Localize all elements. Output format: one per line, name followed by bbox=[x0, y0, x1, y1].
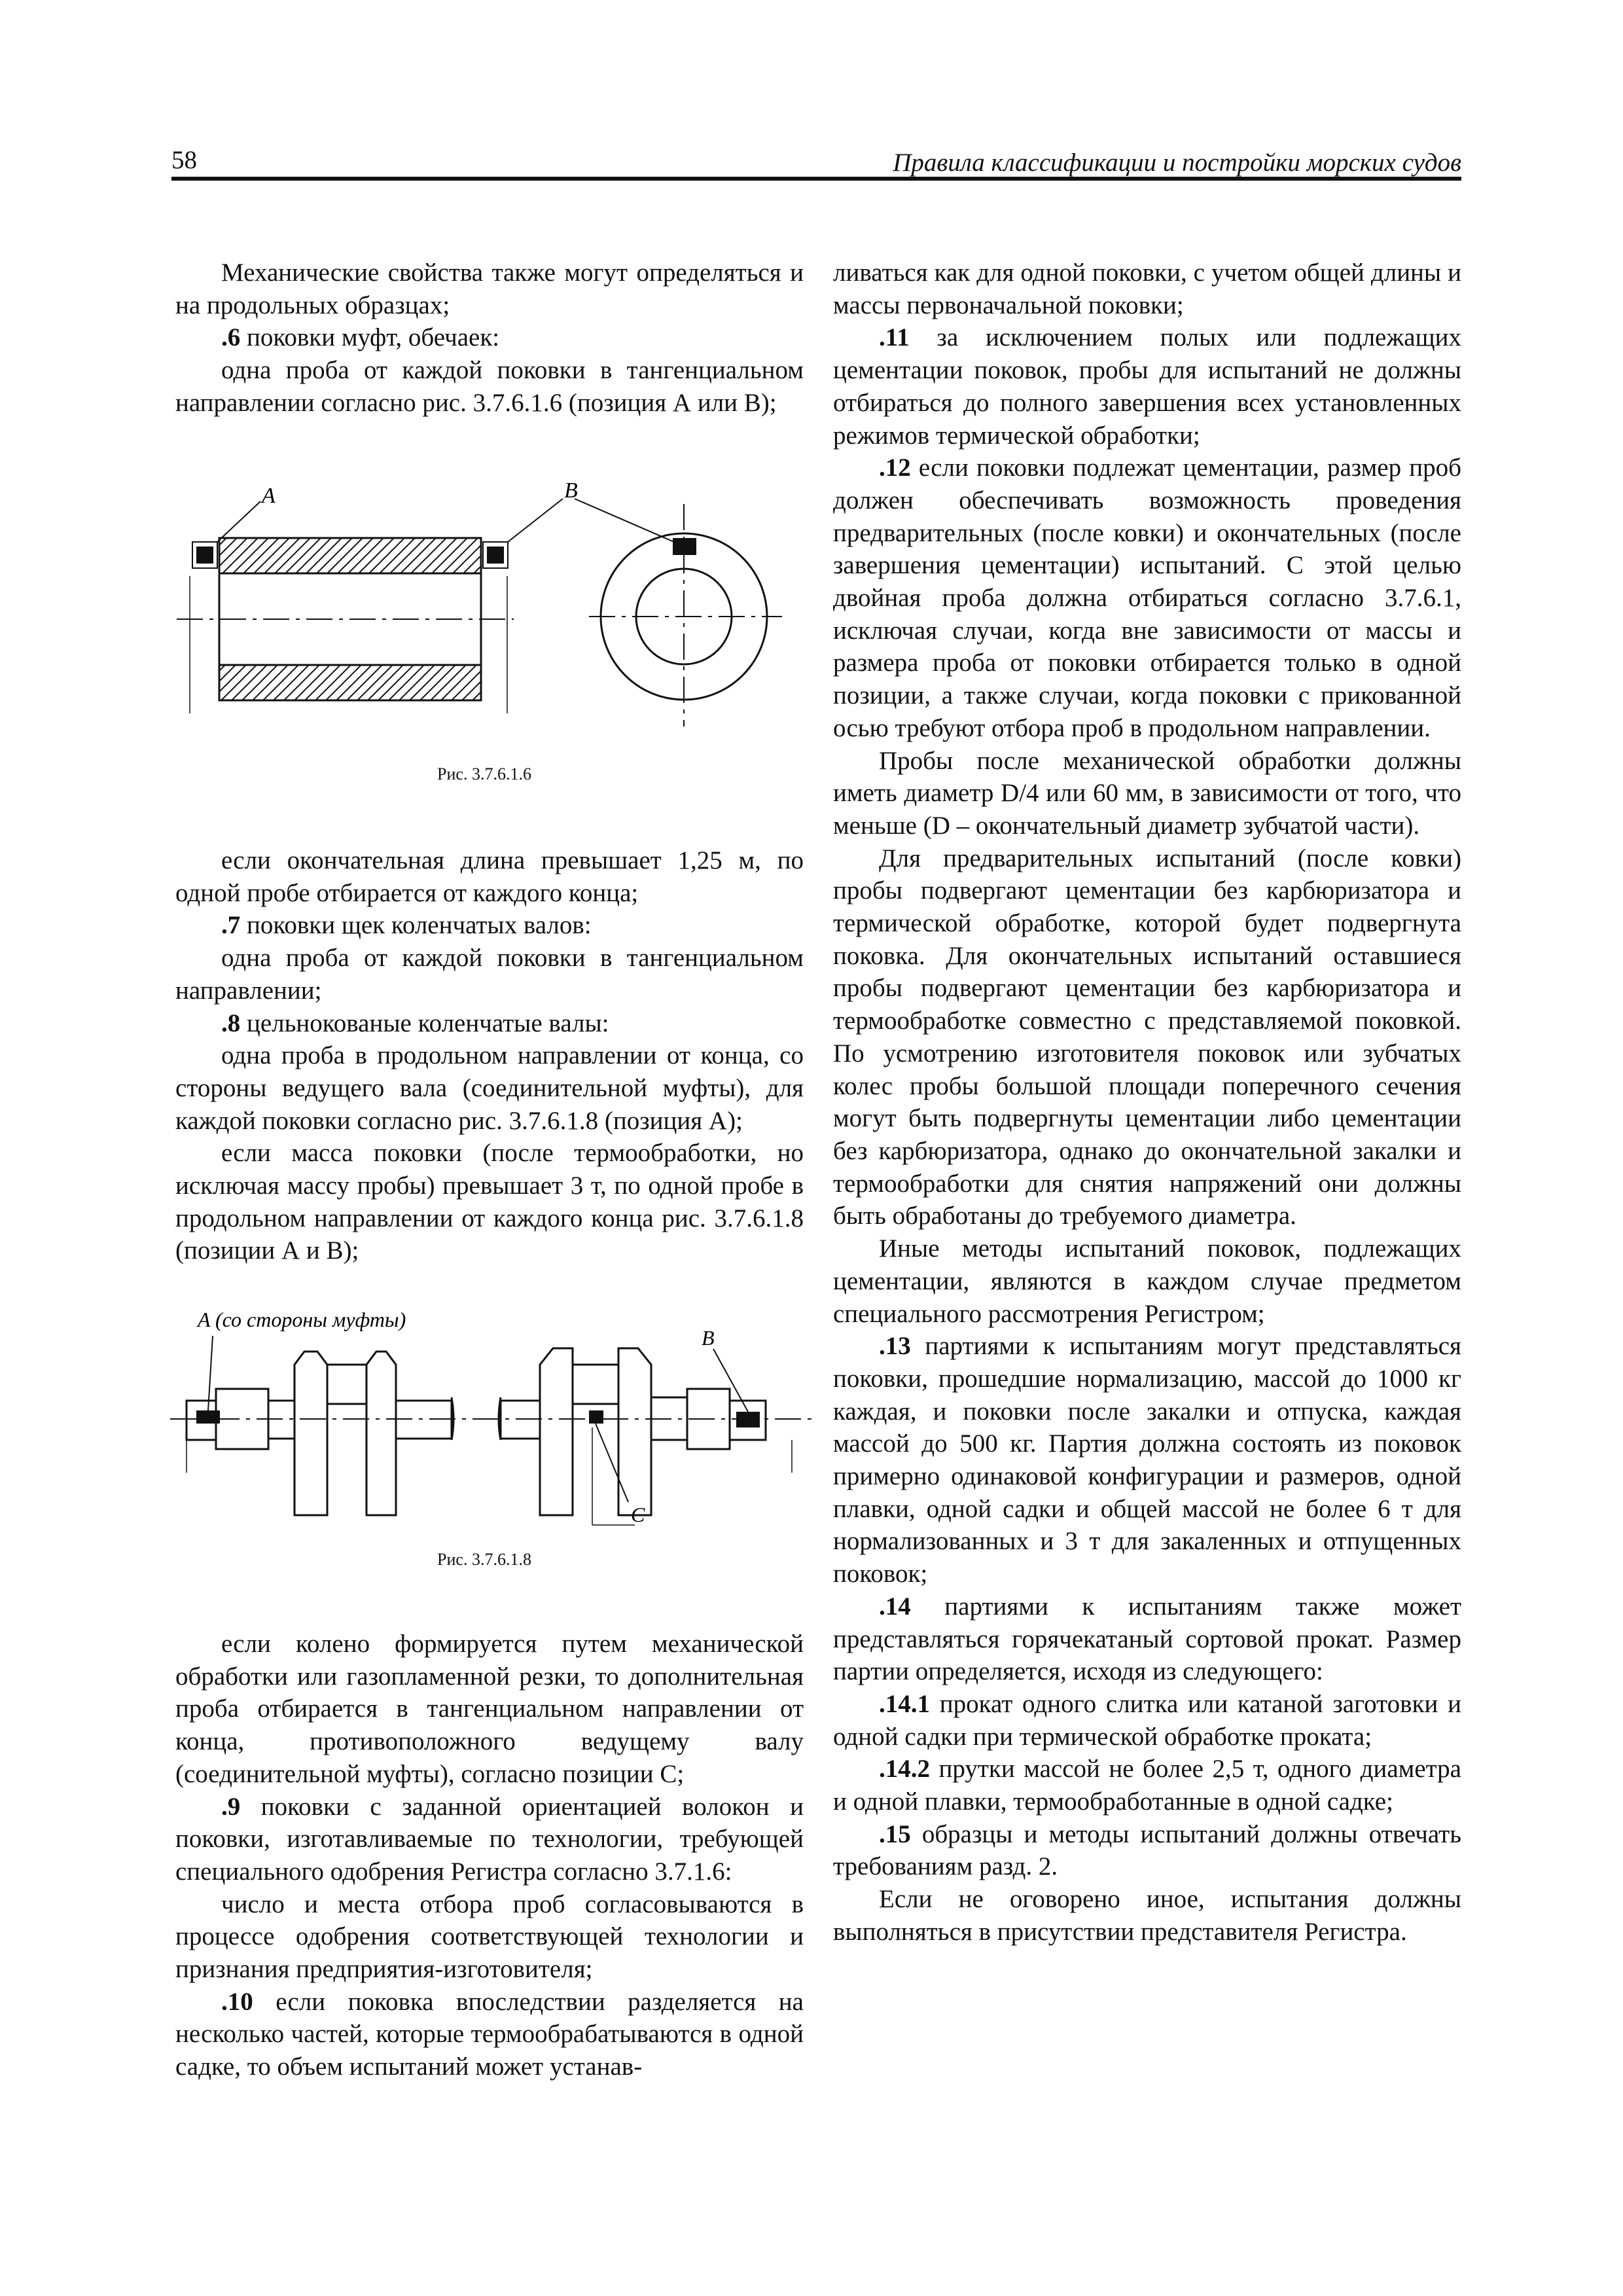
clause-number: .12 bbox=[879, 454, 911, 482]
paragraph bbox=[175, 1888, 804, 1986]
paragraph bbox=[833, 1590, 1461, 1688]
paragraph-text: поковки муфт, обечаек: bbox=[240, 323, 500, 352]
paragraph bbox=[175, 942, 804, 1007]
paragraph-text: если колено формируется путем механической обработки или газопламенной резки, то дополнительная проба отбирается в тангенциальном направлении от конца, противоположного ведущему валу (соединительной муфты), согласно позиции С; bbox=[175, 1630, 804, 1788]
paragraph-text: Иные методы испытаний поковок, подлежащих цементации, являются в каждом случае предметом специального рассмотрения Регистром; bbox=[833, 1234, 1461, 1328]
clause-number: .10 bbox=[221, 1987, 253, 2016]
paragraph bbox=[833, 745, 1461, 842]
running-title: Правила классификации и постройки морских судов bbox=[893, 149, 1461, 177]
left-text-block-3 bbox=[175, 1628, 804, 2083]
clause-number: .11 bbox=[879, 323, 910, 352]
paragraph-text: партиями к испытаниям могут представляться поковки, прошедшие нормализацию, массой до 1000 кг каждая, и поковки после закалки и отпуска, каждая массой до 500 кг. Партия должна состоять из поковок примерно одинаковой конфигурации и размеров, одной плавки, одной садки и общей массой не более 6 т для нормализованных и 3 т для закаленных и отпущенных поковок; bbox=[833, 1332, 1461, 1588]
paragraph bbox=[833, 321, 1461, 452]
paragraph bbox=[175, 1791, 804, 1888]
paragraph-text: прутки массой не более 2,5 т, одного диаметра и одной плавки, термообработанные в одной садке; bbox=[833, 1755, 1461, 1816]
clause-number: .14.1 bbox=[879, 1689, 930, 1718]
paragraph bbox=[175, 354, 804, 419]
clause-number: .7 bbox=[221, 911, 241, 940]
paragraph-text: число и места отбора проб согласовываются в процессе одобрения соответствующей технологии и признания предприятия-изготовителя; bbox=[175, 1890, 804, 1984]
paragraph bbox=[175, 1628, 804, 1791]
paragraph-text: Механические свойства также могут определяться и на продольных образцах; bbox=[175, 259, 804, 319]
paragraph bbox=[833, 452, 1461, 744]
paragraph bbox=[175, 321, 804, 354]
paragraph-text: если поковка впоследствии разделяется на несколько частей, которые термообрабатываются в одной садке, то объем испытаний может устанав- bbox=[175, 1987, 804, 2081]
paragraph bbox=[175, 844, 804, 909]
sleeve-side-view bbox=[177, 538, 514, 713]
clause-number: .8 bbox=[221, 1009, 241, 1037]
header-rule bbox=[171, 177, 1461, 181]
clause-number: .14 bbox=[879, 1592, 911, 1621]
paragraph bbox=[833, 1232, 1461, 1330]
right-column bbox=[833, 257, 1461, 1948]
crankshaft-right-half bbox=[499, 1348, 766, 1515]
paragraph bbox=[833, 1688, 1461, 1753]
left-text-block-1 bbox=[175, 257, 804, 420]
paragraph-text: если окончательная длина превышает 1,25 м, по одной пробе отбирается от каждого конца; bbox=[175, 846, 804, 907]
paragraph bbox=[833, 1883, 1461, 1948]
paragraph-text: прокат одного слитка или катаной заготовки и одной садки при термической обработке проката; bbox=[833, 1689, 1461, 1751]
specimen-b-marker bbox=[736, 1412, 760, 1427]
paragraph-text: если поковки подлежат цементации, размер проб должен обеспечивать возможность проведения предварительных (после ковки) и окончательных (после завершения цементации) испытаний. С этой целью двойная проба должна отбираться согласно 3.7.6.1, исключая случаи, когда вне зависимости от массы и размера проба от поковки отбирается только в одной позиции, а также случаи, когда поковки с прикованной осью требуют отбора проб в продольном направлении. bbox=[833, 454, 1461, 742]
paragraph bbox=[833, 1753, 1461, 1818]
figure-3-7-6-1-6 bbox=[164, 465, 818, 746]
paragraph bbox=[833, 1818, 1461, 1883]
paragraph-text: за исключением полых или подлежащих цементации поковок, пробы для испытаний не должны отбираться до полного завершения всех установленных режимов термической обработки; bbox=[833, 323, 1461, 450]
specimen-a-marker bbox=[196, 1410, 220, 1424]
paragraph-text: цельнокованые коленчатые валы: bbox=[240, 1009, 609, 1037]
clause-number: .9 bbox=[221, 1792, 241, 1821]
clause-number: .15 bbox=[879, 1820, 911, 1848]
paragraph bbox=[833, 257, 1461, 321]
paragraph-text: если масса поковки (после термообработки, но исключая массу пробы) превышает 3 т, по одной пробе в продольном направлении от каждого конца рис. 3.7.6.1.8 (позиции А и В); bbox=[175, 1139, 804, 1265]
specimen-c-marker bbox=[589, 1410, 603, 1424]
paragraph bbox=[833, 842, 1461, 1232]
paragraph bbox=[175, 1986, 804, 2083]
paragraph-text: партиями к испытаниям также может представляться горячекатаный сортовой прокат. Размер партии определяется, исходя из следующего: bbox=[833, 1592, 1461, 1686]
paragraph-text: ливаться как для одной поковки, с учетом общей длины и массы первоначальной поковки; bbox=[833, 259, 1461, 319]
label-b: B bbox=[564, 478, 578, 503]
paragraph-text: поковки с заданной ориентацией волокон и поковки, изготавливаемые по технологии, требующей специального одобрения Регистра согласно 3.7.1.6: bbox=[175, 1792, 804, 1886]
clause-number: .13 bbox=[879, 1332, 911, 1361]
paragraph bbox=[175, 257, 804, 321]
paragraph-text: поковки щек коленчатых валов: bbox=[240, 911, 592, 940]
figure-caption-1: Рис. 3.7.6.1.6 bbox=[437, 764, 531, 783]
clause-number: .6 bbox=[221, 323, 241, 352]
paragraph bbox=[175, 909, 804, 942]
page-number: 58 bbox=[171, 146, 197, 174]
crankshaft-left-half bbox=[187, 1352, 454, 1515]
paragraph-text: Пробы после механической обработки должны иметь диаметр D/4 или 60 мм, в зависимости от того, что меньше (D – окончательный диаметр зубчатой части). bbox=[833, 746, 1461, 840]
paragraph bbox=[175, 1039, 804, 1137]
paragraph-text: одна проба в продольном направлении от конца, со стороны ведущего вала (соединительной муфты), для каждой поковки согласно рис. 3.7.6.1.8 (позиция А); bbox=[175, 1041, 804, 1135]
paragraph-text: одна проба от каждой поковки в тангенциальном направлении согласно рис. 3.7.6.1.6 (позиция А или В); bbox=[175, 356, 804, 417]
left-text-block-2 bbox=[175, 844, 804, 1267]
label-c: C bbox=[631, 1503, 645, 1526]
paragraph bbox=[833, 1330, 1461, 1590]
paragraph-text: одна проба от каждой поковки в тангенциальном направлении; bbox=[175, 944, 804, 1005]
figure-caption-2: Рис. 3.7.6.1.8 bbox=[437, 1550, 531, 1569]
label-a-coupling-side: A (со стороны муфты) bbox=[198, 1308, 406, 1331]
specimen-b-marker-side bbox=[483, 499, 563, 568]
paragraph bbox=[175, 1137, 804, 1267]
paragraph-text: Если не оговорено иное, испытания должны выполняться в присутствии представителя Регистра. bbox=[833, 1885, 1461, 1946]
figure-3-7-6-1-8 bbox=[164, 1299, 818, 1548]
clause-number: .14.2 bbox=[879, 1755, 930, 1784]
paragraph bbox=[175, 1007, 804, 1040]
label-b: B bbox=[702, 1326, 715, 1350]
sleeve-end-view bbox=[575, 499, 782, 726]
paragraph-text: образцы и методы испытаний должны отвечать требованиям разд. 2. bbox=[833, 1820, 1461, 1881]
label-a: A bbox=[262, 484, 276, 508]
paragraph-text: Для предварительных испытаний (после ковки) пробы подвергают цементации без карбюризатора и термической обработке, которой будет подвергнута поковка. Для окончательных испытаний оставшиеся пробы подвергают цементации без карбюризатора и термообработке совместно с представляемой поковкой. По усмотрению изготовителя поковок или зубчатых колес пробы большой площади поперечного сечения могут быть подвергнуты цементации либо цементации без карбюризатора, однако до окончательной закалки и термообработки для снятия напряжений они должны быть обработаны до требуемого диаметра. bbox=[833, 844, 1461, 1230]
